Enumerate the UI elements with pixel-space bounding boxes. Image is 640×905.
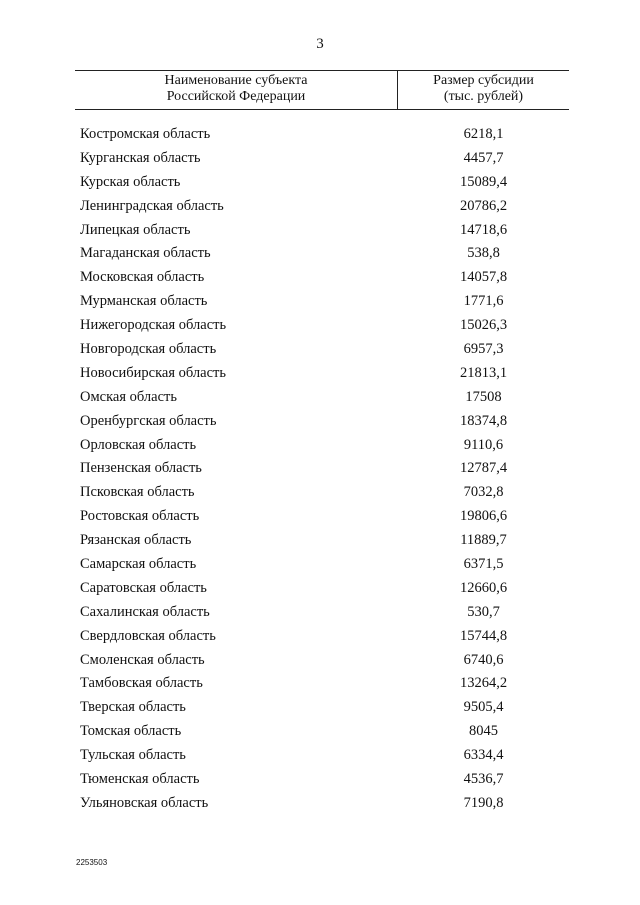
subsidy-amount-cell: 20786,2 — [459, 197, 508, 214]
table-row — [0, 672, 640, 696]
region-name-cell: Сахалинская область — [80, 603, 210, 620]
table-row — [0, 457, 640, 481]
table-row — [0, 266, 640, 290]
region-name-cell: Липецкая область — [80, 221, 191, 238]
table-row — [0, 314, 640, 338]
subsidy-amount-cell: 6740,6 — [463, 651, 504, 668]
table-row — [0, 505, 640, 529]
subsidy-amount-cell: 8045 — [469, 723, 498, 740]
table-row — [0, 242, 640, 266]
table-row — [0, 696, 640, 720]
table-row — [0, 529, 640, 553]
region-name-cell: Магаданская область — [80, 245, 211, 262]
table-row — [0, 338, 640, 362]
subsidy-amount-cell: 6371,5 — [463, 556, 504, 573]
subsidy-amount-cell: 6218,1 — [463, 126, 504, 142]
subsidy-amount-cell: 1771,6 — [463, 293, 504, 310]
table-row — [0, 147, 640, 171]
region-name-cell: Орловская область — [80, 436, 197, 453]
region-name-cell: Московская область — [80, 269, 205, 286]
subsidy-amount-cell: 6957,3 — [463, 341, 504, 358]
table-body — [0, 123, 640, 816]
column-header-name-line2: Российской Федерации — [166, 89, 306, 104]
table-row — [0, 386, 640, 410]
subsidy-amount-cell: 4457,7 — [463, 149, 504, 166]
table-row — [0, 768, 640, 792]
region-name-cell: Нижегородская область — [80, 317, 227, 334]
subsidy-amount-cell: 14057,8 — [459, 269, 508, 286]
subsidy-amount-cell: 4536,7 — [463, 771, 504, 788]
table-row — [0, 195, 640, 219]
region-name-cell: Пензенская область — [80, 460, 202, 477]
column-header-amount — [398, 73, 569, 105]
subsidy-amount-cell: 19806,6 — [459, 508, 508, 525]
table-row — [0, 744, 640, 768]
region-name-cell: Ульяновская область — [80, 794, 209, 811]
subsidy-amount-cell: 12660,6 — [459, 579, 508, 596]
subsidy-amount-cell: 14718,6 — [459, 221, 508, 238]
region-name-cell: Омская область — [80, 388, 177, 405]
region-name-cell: Новгородская область — [80, 341, 217, 358]
region-name-cell: Самарская область — [80, 556, 197, 573]
column-header-amount-line1: Размер субсидии — [433, 73, 534, 88]
table-row — [0, 577, 640, 601]
subsidy-amount-cell: 18374,8 — [459, 412, 508, 429]
column-header-name-line1: Наименование субъекта — [164, 73, 308, 88]
table-header — [75, 70, 569, 110]
region-name-cell: Саратовская область — [80, 579, 207, 596]
region-name-cell: Ленинградская область — [80, 197, 224, 214]
region-name-cell: Мурманская область — [80, 293, 208, 310]
subsidy-amount-cell: 17508 — [465, 388, 502, 405]
region-name-cell: Ростовская область — [80, 508, 200, 525]
subsidy-amount-cell: 6334,4 — [463, 747, 504, 764]
region-name-cell: Тамбовская область — [80, 675, 203, 692]
table-row — [0, 720, 640, 744]
document-code: 2253503 — [76, 858, 108, 867]
region-name-cell: Свердловская область — [80, 627, 216, 644]
subsidy-amount-cell: 12787,4 — [459, 460, 508, 477]
table-row — [0, 410, 640, 434]
region-name-cell: Курская область — [80, 173, 181, 190]
table-row — [0, 649, 640, 673]
region-name-cell: Новосибирская область — [80, 364, 226, 381]
subsidy-amount-cell: 7190,8 — [463, 794, 504, 811]
region-name-cell: Оренбургская область — [80, 412, 217, 429]
table-row — [0, 601, 640, 625]
region-name-cell: Псковская область — [80, 484, 195, 501]
page-number: 3 — [316, 36, 324, 52]
table-row — [0, 362, 640, 386]
table-row — [0, 553, 640, 577]
subsidy-amount-cell: 538,8 — [467, 245, 500, 262]
table-row — [0, 171, 640, 195]
region-name-cell: Рязанская область — [80, 532, 192, 549]
subsidy-amount-cell: 530,7 — [467, 603, 500, 620]
region-name-cell: Костромская область — [80, 126, 211, 142]
subsidy-amount-cell: 9110,6 — [463, 436, 504, 453]
subsidy-amount-cell: 9505,4 — [463, 699, 504, 716]
column-header-amount-line2: (тыс. рублей) — [443, 89, 524, 104]
table-row — [0, 434, 640, 458]
table-row — [0, 290, 640, 314]
subsidy-amount-cell: 15089,4 — [459, 173, 508, 190]
region-name-cell: Тюменская область — [80, 771, 200, 788]
table-row — [0, 625, 640, 649]
table-row — [0, 219, 640, 243]
table-row — [0, 123, 640, 147]
region-name-cell: Томская область — [80, 723, 182, 740]
region-name-cell: Смоленская область — [80, 651, 205, 668]
region-name-cell: Курганская область — [80, 149, 201, 166]
table-row — [0, 481, 640, 505]
subsidy-amount-cell: 21813,1 — [459, 364, 508, 381]
region-name-cell: Тверская область — [80, 699, 186, 716]
table-row — [0, 792, 640, 816]
column-header-name — [75, 73, 397, 105]
subsidy-amount-cell: 13264,2 — [459, 675, 508, 692]
subsidy-amount-cell: 15026,3 — [459, 317, 508, 334]
region-name-cell: Тульская область — [80, 747, 186, 764]
subsidy-amount-cell: 15744,8 — [459, 627, 508, 644]
subsidy-amount-cell: 7032,8 — [463, 484, 504, 501]
subsidy-amount-cell: 11889,7 — [460, 532, 507, 549]
